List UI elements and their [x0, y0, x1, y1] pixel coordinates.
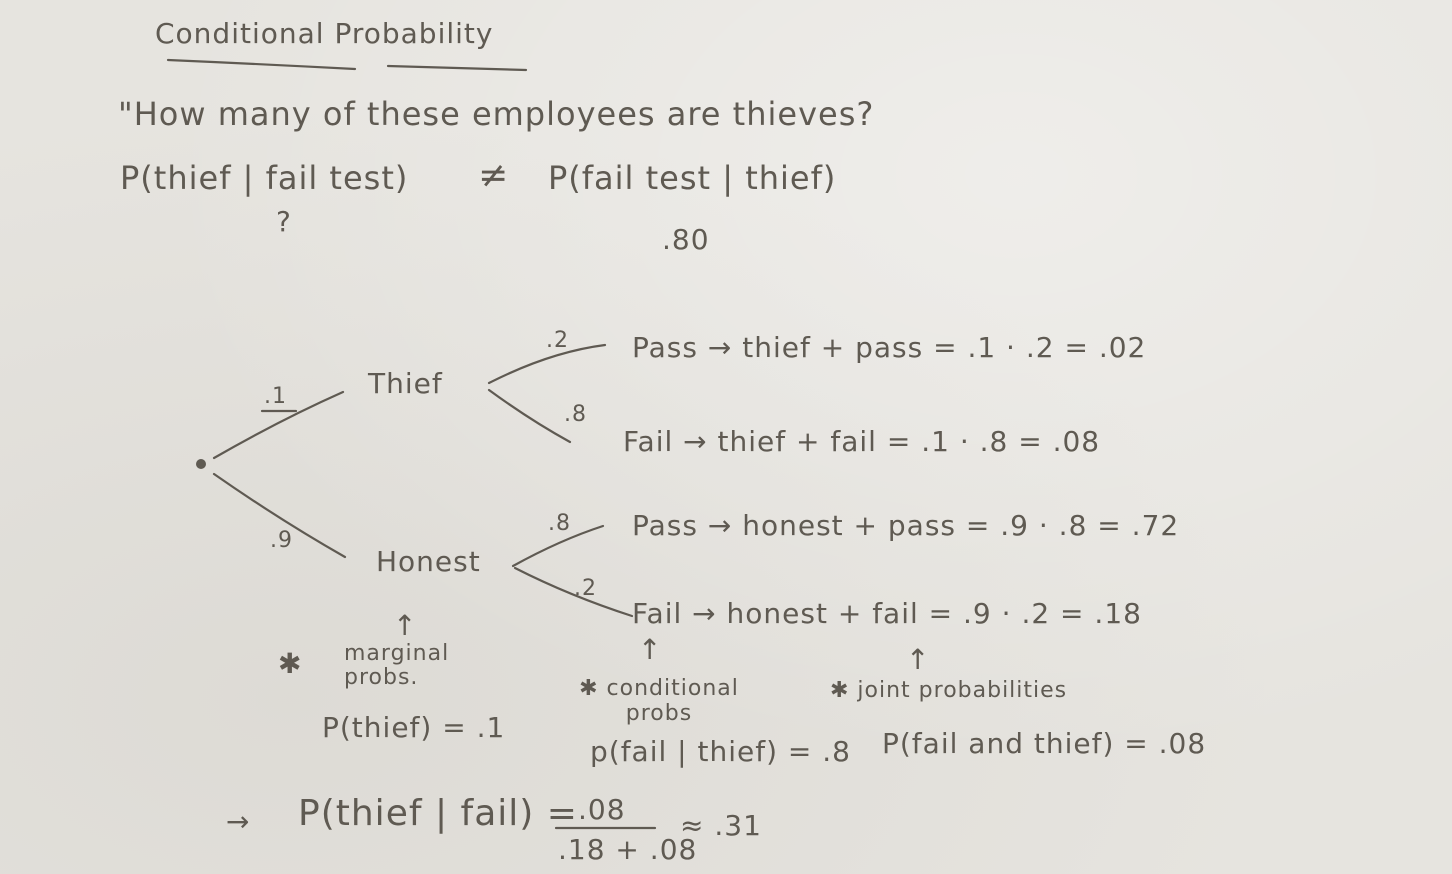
conditional-label: ✱ conditional probs: [579, 676, 739, 727]
honest-pass-prob: .8: [548, 511, 571, 536]
conditional-arrow: ↑: [638, 633, 663, 666]
result-numerator: .08: [578, 793, 626, 826]
result-approx: ≈ .31: [680, 809, 762, 842]
marginal-star: ✱: [278, 647, 303, 680]
title-underline-1: [168, 60, 355, 69]
thief-pass-outcome: Pass → thief + pass = .1 · .2 = .02: [632, 331, 1147, 364]
page-title: Conditional Probability: [155, 17, 494, 50]
not-equal-symbol: ≠: [478, 155, 510, 196]
marginal-example: P(thief) = .1: [322, 711, 506, 744]
thief-fail-line: [489, 390, 570, 442]
result-denominator: .18 + .08: [558, 833, 698, 866]
marginal-label: marginal probs.: [344, 641, 450, 691]
thief-fail-prob: .8: [564, 402, 587, 427]
honest-label: Honest: [376, 545, 481, 578]
joint-example: P(fail and thief) = .08: [882, 727, 1207, 760]
joint-label: ✱ joint probabilities: [830, 678, 1068, 703]
honest-pass-outcome: Pass → honest + pass = .9 · .8 = .72: [632, 509, 1180, 542]
marginal-arrow: ↑: [393, 609, 418, 642]
joint-arrow: ↑: [906, 643, 931, 676]
honest-fail-outcome: Fail → honest + fail = .9 · .2 = .18: [632, 597, 1142, 630]
inequality-right: P(fail test | thief): [548, 159, 837, 197]
honest-fail-prob: .2: [574, 576, 597, 601]
conditional-example: p(fail | thief) = .8: [590, 735, 851, 768]
honest-prob: .9: [270, 528, 293, 553]
title-underline-2: [388, 66, 526, 70]
thief-label: Thief: [368, 367, 443, 400]
known-value: .80: [662, 223, 710, 256]
thief-prob: .1: [264, 384, 287, 409]
question-text: "How many of these employees are thieves?: [118, 95, 875, 133]
unknown-value: ?: [276, 205, 292, 238]
result-arrow: →: [226, 805, 251, 838]
root-node: [196, 459, 206, 469]
thief-pass-prob: .2: [546, 328, 569, 353]
result-lhs: P(thief | fail) =: [298, 793, 578, 834]
inequality-left: P(thief | fail test): [120, 159, 409, 197]
thief-fail-outcome: Fail → thief + fail = .1 · .8 = .08: [623, 425, 1101, 458]
